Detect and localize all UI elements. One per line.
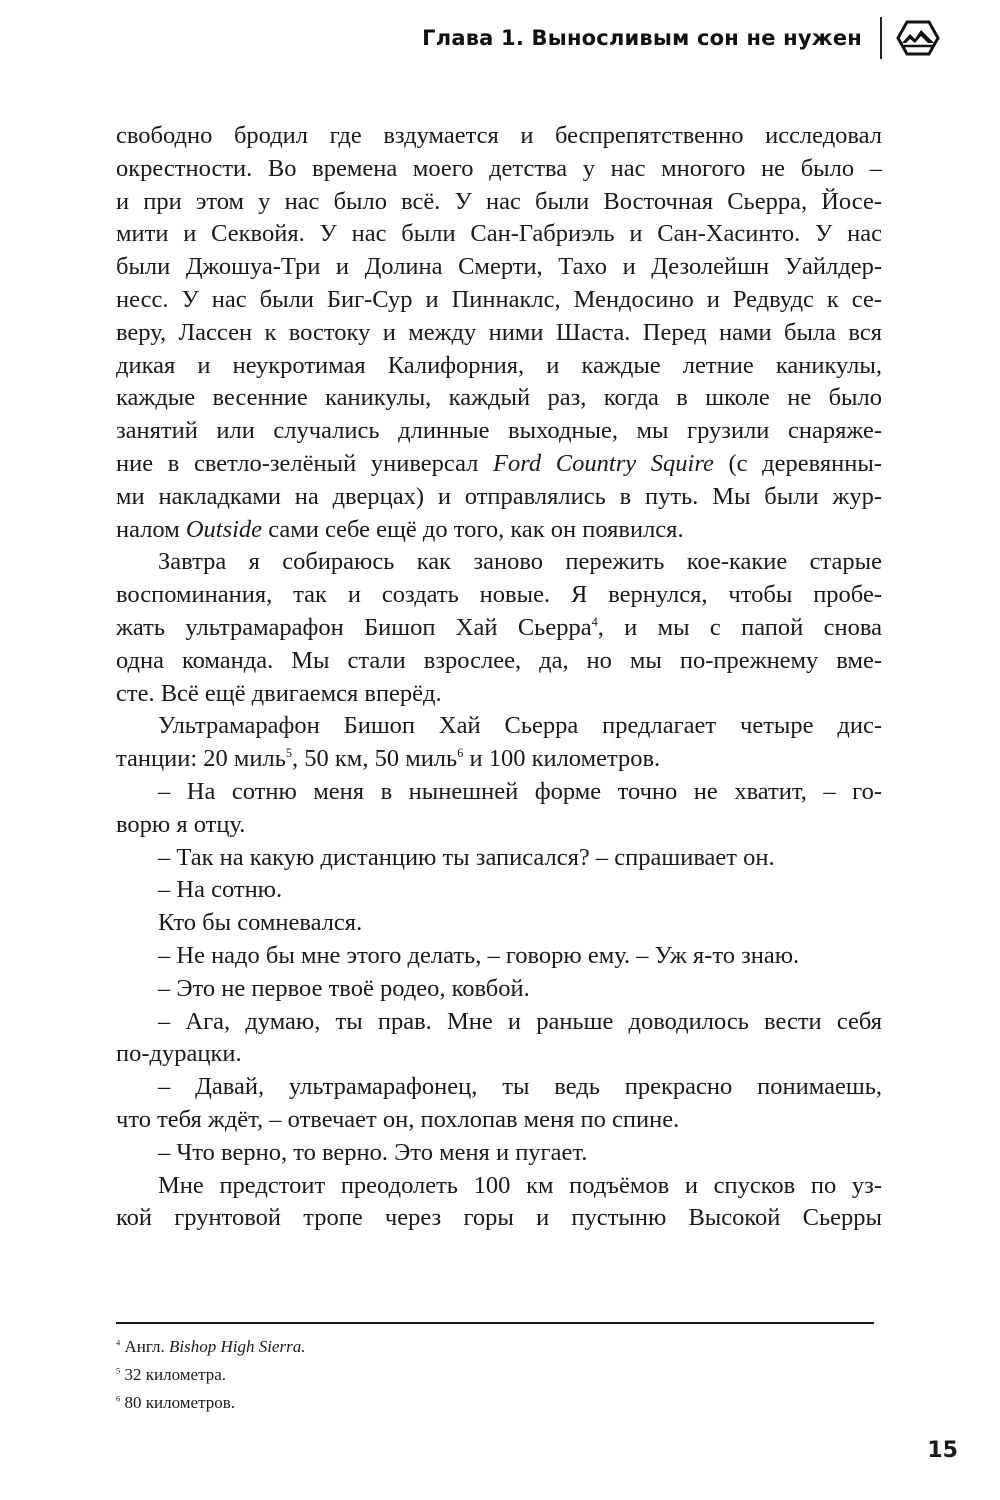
text-line: каждые весенние каникулы, каждый раз, когда в школе не было [116, 384, 882, 412]
text-line: мити и Секвойя. У нас были Сан-Габриэль и Сан-Хасинто. У нас [116, 220, 882, 248]
text-line: Завтра я собираюсь как заново пережить кое-какие старые [158, 548, 882, 576]
text-line: – На сотню меня в нынешней форме точно не хватит, – го- [158, 777, 882, 805]
text-line: свободно бродил где вздумается и беспрепятственно исследовал [116, 122, 882, 149]
text-line: несс. У нас были Биг-Сур и Пиннаклс, Мендосино и Редвудс к се- [116, 285, 882, 313]
text-line: по-дурацки. [116, 1040, 242, 1068]
footnote-ref: 6 [457, 745, 464, 760]
text-line: Кто бы сомневался. [158, 909, 363, 937]
text-line: – Так на какую дистанцию ты записался? – спрашивает он. [158, 843, 775, 871]
text-line: сте. Всё ещё двигаемся вперёд. [116, 679, 442, 707]
text-line: – Ага, думаю, ты прав. Мне и раньше доводилось вести себя [158, 1007, 882, 1035]
text-line: что тебя ждёт, – отвечает он, похлопав меня по спине. [116, 1105, 680, 1133]
text-line: ние в светло-зелёный универсал Ford Country Squire (с деревянны- [116, 449, 882, 477]
text-line: окрестности. Во времена моего детства у нас многого не было – [116, 154, 882, 182]
footnote-mark: 6 [116, 1393, 121, 1404]
text-line: налом Outside сами себе ещё до того, как он появился. [116, 515, 684, 543]
footnote-divider [116, 1322, 874, 1324]
text-line: ворю я отцу. [116, 810, 246, 838]
magazine-name: Outside [185, 515, 263, 543]
header-divider [880, 17, 882, 59]
footnote-mark: 5 [116, 1365, 121, 1376]
text-line: ми накладками на дверцах) и отправлялись в путь. Мы были жур- [116, 482, 882, 510]
body-text [116, 120, 882, 1235]
page-number: 15 [927, 1438, 958, 1463]
text-line: жать ультрамарафон Бишоп Хай Сьерра$^4$, и мы с папой снова [116, 613, 882, 641]
footnote-mark: 4 [116, 1337, 121, 1348]
footnotes [116, 1333, 876, 1417]
footnote: $^5$ 32 километра. [116, 1365, 227, 1384]
text-line: Мне предстоит преодолеть 100 км подъёмов и спусков по уз- [158, 1171, 882, 1199]
text-line: – Не надо бы мне этого делать, – говорю ему. – Уж я-то знаю. [158, 941, 800, 969]
text-line: кой грунтовой тропе через горы и пустыню Высокой Сьерры [116, 1204, 882, 1232]
chapter-title: Глава 1. Выносливым сон не нужен [422, 26, 862, 50]
text-line: танции: 20 миль$^5$, 50 км, 50 миль$^6$ и 100 километров. [116, 745, 661, 773]
footnote: $^4$ Англ. Bishop High Sierra. [116, 1337, 306, 1356]
text-line: и при этом у нас было всё. У нас были Восточная Сьерра, Йосе- [116, 187, 882, 215]
car-model: Ford Country Squire [493, 449, 714, 477]
mountain-hexagon-icon [896, 20, 940, 56]
text-line: занятий или случались длинные выходные, мы грузили снаряже- [116, 417, 882, 445]
text-line: – Что верно, то верно. Это меня и пугает. [158, 1138, 588, 1166]
text-line: – Это не первое твоё родео, ковбой. [158, 974, 530, 1002]
text-line: – Давай, ультрамарафонец, ты ведь прекрасно понимаешь, [158, 1073, 882, 1101]
footnote-ref: 4 [591, 614, 598, 629]
text-line: дикая и неукротимая Калифорния, и каждые летние каникулы, [116, 351, 882, 379]
text-line: веру, Лассен к востоку и между ними Шаста. Перед нами была вся [116, 318, 882, 346]
text-line: были Джошуа-Три и Долина Смерти, Тахо и Дезолейшн Уайлдер- [116, 253, 882, 281]
footnote: $^6$ 80 километров. [116, 1393, 235, 1412]
text-line: – На сотню. [158, 876, 283, 904]
running-header [422, 14, 940, 62]
text-line: воспоминания, так и создать новые. Я вернулся, чтобы пробе- [116, 581, 882, 609]
text-line: Ультрамарафон Бишоп Хай Сьерра предлагает четыре дис- [158, 712, 882, 740]
text-line: одна команда. Мы стали взрослее, да, но мы по-прежнему вме- [116, 646, 882, 674]
footnote-ref: 5 [285, 745, 293, 760]
